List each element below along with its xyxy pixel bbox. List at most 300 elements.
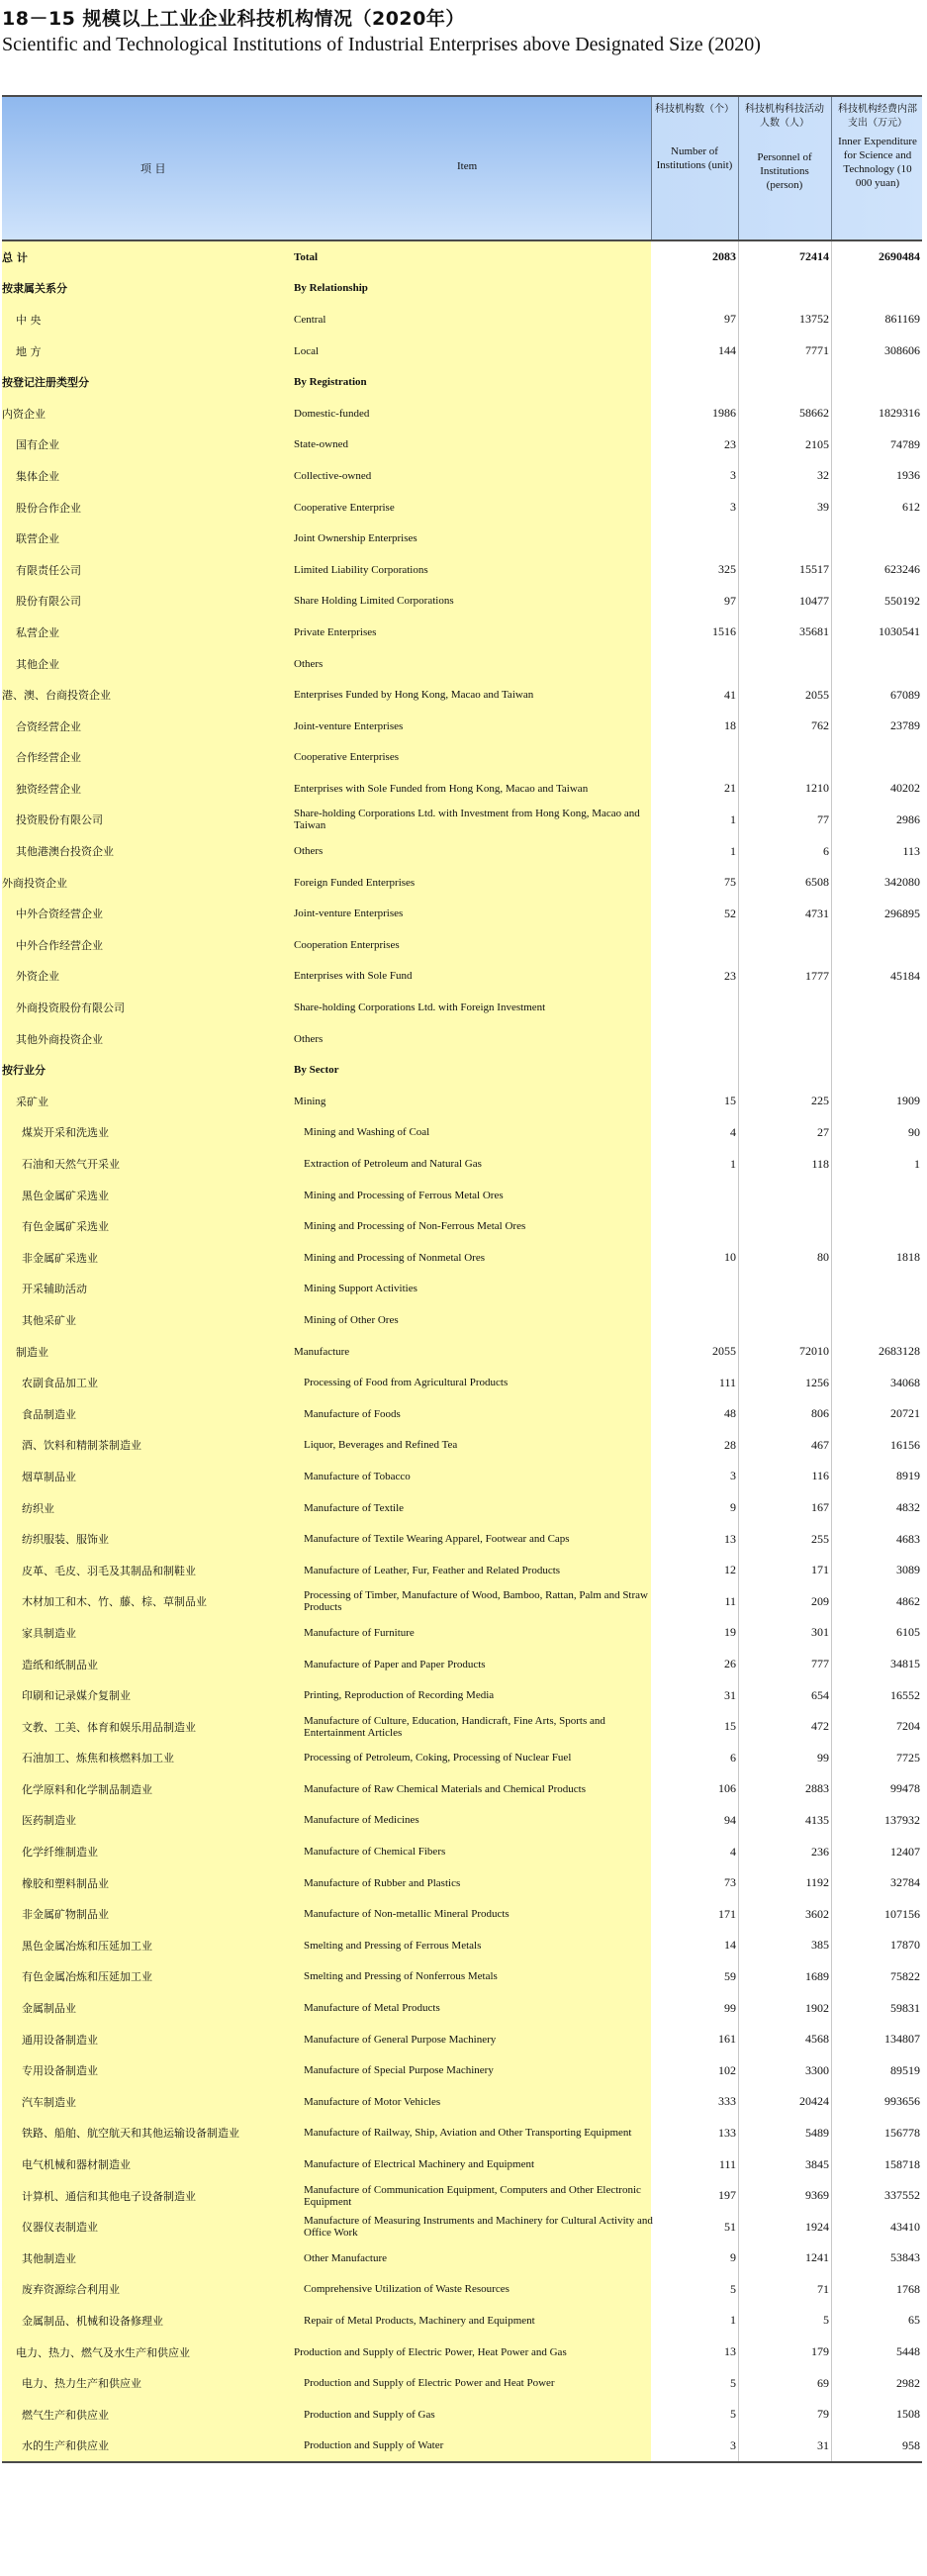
table-row	[2, 1023, 922, 1055]
row-label-cn: 化学原料和化学制品制造业	[22, 1782, 152, 1796]
row-label-en: Manufacture of Electrical Machinery and Equipment	[304, 2158, 535, 2171]
row-label-cn: 橡胶和塑料制品业	[22, 1876, 109, 1890]
cell-personnel: 4731	[805, 906, 829, 920]
cell-personnel: 99	[817, 1750, 829, 1765]
cell-institutions	[651, 1023, 736, 1055]
column-divider	[831, 241, 832, 2461]
row-label-cn: 制造业	[16, 1345, 48, 1359]
table-row	[2, 1711, 922, 1743]
cell-institutions: 19	[724, 1625, 736, 1640]
row-label-cn: 中 央	[16, 313, 42, 327]
cell-expenditure: 2982	[896, 2375, 920, 2390]
table-row	[2, 1086, 922, 1117]
cell-expenditure: 17870	[890, 1938, 920, 1953]
row-label-en: Manufacture of Culture, Education, Handicraft, Fine Arts, Sports and Entertainment Articles	[304, 1714, 605, 1739]
cell-institutions: 21	[724, 781, 736, 796]
row-label-cn: 港、澳、台商投资企业	[2, 689, 111, 703]
cell-institutions: 10	[724, 1250, 736, 1265]
cell-institutions	[651, 273, 736, 305]
cell-institutions: 48	[724, 1406, 736, 1421]
header-col-1-en: Number of Institutions (unit)	[656, 145, 733, 171]
cell-institutions: 111	[718, 1375, 736, 1389]
table-row	[2, 1617, 922, 1649]
row-label-en: Manufacture of Railway, Ship, Aviation and Other Transporting Equipment	[304, 2127, 632, 2140]
cell-institutions: 1516	[712, 624, 736, 639]
row-label-cn: 化学纤维制造业	[22, 1846, 98, 1860]
row-label-en: Manufacture of Non-metallic Mineral Products	[304, 1908, 510, 1921]
cell-institutions	[651, 1274, 736, 1305]
cell-institutions: 12	[724, 1563, 736, 1577]
table-row	[2, 2399, 922, 2431]
cell-institutions: 15	[724, 1719, 736, 1734]
row-label-cn: 其他外商投资企业	[16, 1032, 103, 1046]
row-label-en: Enterprises Funded by Hong Kong, Macao and Taiwan	[294, 689, 534, 702]
cell-personnel: 39	[817, 500, 829, 515]
cell-institutions	[651, 523, 736, 554]
row-label-en: Mining Support Activities	[304, 1283, 417, 1295]
table-row	[2, 1054, 922, 1086]
row-label-cn: 仪器仪表制造业	[22, 2221, 98, 2235]
cell-personnel: 3602	[805, 1906, 829, 1921]
cell-personnel: 179	[811, 2344, 829, 2359]
cell-expenditure: 993656	[884, 2094, 920, 2109]
row-label-en: Manufacture of Raw Chemical Materials and Chemical Products	[304, 1782, 586, 1795]
row-label-cn: 按隶属关系分	[2, 282, 67, 296]
cell-expenditure	[833, 1054, 920, 1086]
cell-expenditure: 6105	[896, 1625, 920, 1640]
row-label-cn: 专用设备制造业	[22, 2064, 98, 2078]
row-label-en: Foreign Funded Enterprises	[294, 876, 416, 889]
cell-personnel	[740, 1180, 829, 1211]
table-row	[2, 1180, 922, 1211]
table-row	[2, 1117, 922, 1149]
row-label-cn: 通用设备制造业	[22, 2033, 98, 2047]
header-col-1	[655, 97, 734, 239]
cell-institutions: 106	[718, 1781, 736, 1796]
cell-expenditure: 1508	[896, 2407, 920, 2422]
row-label-en: Share-holding Corporations Ltd. with Investment from Hong Kong, Macao and Taiwan	[294, 808, 640, 832]
cell-institutions: 13	[724, 1531, 736, 1546]
cell-personnel: 1777	[805, 968, 829, 983]
row-label-en: Production and Supply of Water	[304, 2439, 444, 2452]
row-label-cn: 合资经营企业	[16, 719, 81, 733]
cell-expenditure: 7725	[896, 1750, 920, 1765]
table-row	[2, 1461, 922, 1492]
cell-institutions: 4	[730, 1844, 736, 1859]
table-row	[2, 1274, 922, 1305]
cell-institutions: 1	[730, 1156, 736, 1171]
row-label-cn: 集体企业	[16, 469, 59, 483]
cell-institutions: 1	[730, 811, 736, 826]
cell-personnel: 1924	[805, 2219, 829, 2234]
row-label-cn: 内资企业	[2, 407, 46, 421]
table-row	[2, 2274, 922, 2306]
cell-expenditure: 34815	[890, 1657, 920, 1671]
cell-institutions: 26	[724, 1657, 736, 1671]
cell-expenditure: 65	[908, 2313, 920, 2328]
cell-personnel: 71	[817, 2281, 829, 2296]
cell-expenditure: 59831	[890, 2000, 920, 2015]
row-label-en: State-owned	[294, 438, 348, 451]
cell-institutions: 5	[730, 2407, 736, 2422]
cell-expenditure: 2683128	[879, 1344, 920, 1359]
table-row	[2, 273, 922, 305]
row-label-en: Manufacture of Leather, Fur, Feather and Related Products	[304, 1564, 561, 1576]
cell-expenditure: 45184	[890, 968, 920, 983]
table-row	[2, 1398, 922, 1430]
row-label-cn: 外商投资股份有限公司	[16, 1002, 125, 1015]
cell-personnel: 654	[811, 1687, 829, 1702]
cell-expenditure	[833, 1180, 920, 1211]
row-label-en: Private Enterprises	[294, 625, 377, 638]
row-label-cn: 石油加工、炼焦和核燃料加工业	[22, 1752, 174, 1765]
row-label-en: Mining of Other Ores	[304, 1313, 399, 1326]
row-label-cn: 投资股份有限公司	[16, 813, 103, 827]
cell-expenditure	[833, 648, 920, 680]
cell-personnel: 167	[811, 1500, 829, 1515]
row-label-en: Processing of Food from Agricultural Products	[304, 1377, 509, 1389]
cell-institutions: 23	[724, 436, 736, 451]
row-label-en: Manufacture of Foods	[304, 1407, 401, 1420]
row-label-cn: 开采辅助活动	[22, 1283, 87, 1296]
header-col-1-cn: 科技机构数（个）	[655, 104, 734, 115]
cell-institutions: 5	[730, 2375, 736, 2390]
table-row	[2, 2242, 922, 2274]
row-label-en: Enterprises with Sole Funded from Hong Kong, Macao and Taiwan	[294, 782, 589, 795]
row-label-cn: 国有企业	[16, 438, 59, 452]
row-label-cn: 其他企业	[16, 657, 59, 671]
cell-personnel: 10477	[799, 593, 829, 608]
cell-personnel: 806	[811, 1406, 829, 1421]
row-label-en: Share-holding Corporations Ltd. with Foreign Investment	[294, 1002, 546, 1014]
row-label-en: Others	[294, 657, 324, 670]
table-row	[2, 492, 922, 524]
row-label-cn: 独资经营企业	[16, 782, 81, 796]
cell-expenditure	[833, 742, 920, 774]
cell-institutions: 75	[724, 875, 736, 890]
cell-institutions	[651, 1210, 736, 1242]
cell-expenditure	[833, 1304, 920, 1336]
row-label-en: Cooperative Enterprise	[294, 501, 395, 514]
cell-institutions: 2083	[712, 249, 736, 264]
row-label-cn: 金属制品、机械和设备修理业	[22, 2314, 163, 2328]
table-row	[2, 992, 922, 1023]
row-label-en: Mining and Processing of Nonmetal Ores	[304, 1251, 485, 1264]
table-row	[2, 1430, 922, 1462]
row-label-cn: 家具制造业	[22, 1626, 76, 1640]
header-col-3-cn: 科技机构经费内部支出（万元）	[838, 104, 917, 129]
cell-institutions: 13	[724, 2344, 736, 2359]
cell-personnel	[740, 1274, 829, 1305]
cell-institutions: 197	[718, 2188, 736, 2203]
table-row	[2, 1836, 922, 1867]
row-label-cn: 木材加工和木、竹、藤、棕、草制品业	[22, 1595, 207, 1609]
table-row	[2, 1555, 922, 1586]
cell-expenditure: 74789	[890, 436, 920, 451]
cell-personnel: 9369	[805, 2188, 829, 2203]
row-label-en: Extraction of Petroleum and Natural Gas	[304, 1158, 482, 1171]
cell-expenditure: 75822	[890, 1968, 920, 1983]
table-body	[2, 241, 922, 2461]
cell-institutions: 3	[730, 2437, 736, 2452]
page-title-cn: 18－15 规模以上工业企业科技机构情况（2020年）	[2, 8, 465, 30]
row-label-cn: 私营企业	[16, 625, 59, 639]
cell-institutions: 111	[718, 2156, 736, 2171]
table-row	[2, 1649, 922, 1680]
cell-personnel: 80	[817, 1250, 829, 1265]
table-row	[2, 1867, 922, 1899]
row-label-cn: 合作经营企业	[16, 751, 81, 765]
cell-expenditure: 32784	[890, 1875, 920, 1890]
table-row	[2, 2054, 922, 2086]
row-label-cn: 中外合资经营企业	[16, 907, 103, 921]
cell-personnel: 13752	[799, 312, 829, 327]
row-label-en: Cooperation Enterprises	[294, 938, 400, 951]
cell-personnel: 467	[811, 1437, 829, 1452]
cell-personnel	[740, 1210, 829, 1242]
row-label-cn: 按行业分	[2, 1064, 46, 1078]
cell-personnel: 20424	[799, 2094, 829, 2109]
row-label-cn: 纺织服装、服饰业	[22, 1533, 109, 1547]
cell-expenditure: 43410	[890, 2219, 920, 2234]
cell-institutions: 73	[724, 1875, 736, 1890]
row-label-cn: 有限责任公司	[16, 563, 81, 577]
cell-expenditure: 1936	[896, 468, 920, 483]
row-label-cn: 文教、工美、体育和娱乐用品制造业	[22, 1720, 196, 1734]
cell-expenditure: 113	[902, 843, 920, 858]
cell-institutions: 99	[724, 2000, 736, 2015]
table-row	[2, 929, 922, 961]
table-row	[2, 1148, 922, 1180]
cell-expenditure: 89519	[890, 2062, 920, 2077]
table-row	[2, 1210, 922, 1242]
row-label-en: Manufacture of Medicines	[304, 1814, 419, 1827]
cell-institutions: 15	[724, 1094, 736, 1108]
row-label-en: Domestic-funded	[294, 407, 370, 420]
cell-personnel: 32	[817, 468, 829, 483]
cell-personnel: 4135	[805, 1812, 829, 1827]
table-row	[2, 2305, 922, 2337]
row-label-en: Liquor, Beverages and Refined Tea	[304, 1439, 458, 1452]
cell-personnel: 72414	[799, 249, 829, 264]
cell-expenditure	[833, 1210, 920, 1242]
table-row	[2, 1773, 922, 1805]
table-row	[2, 2337, 922, 2368]
cell-institutions: 333	[718, 2094, 736, 2109]
cell-institutions: 51	[724, 2219, 736, 2234]
cell-personnel: 1241	[805, 2250, 829, 2265]
cell-expenditure	[833, 1023, 920, 1055]
row-label-en: Production and Supply of Electric Power and Heat Power	[304, 2377, 555, 2390]
row-label-cn: 石油和天然气开采业	[22, 1158, 120, 1172]
row-label-cn: 股份有限公司	[16, 595, 81, 609]
row-label-en: Manufacture of Tobacco	[304, 1470, 411, 1482]
table-row	[2, 1492, 922, 1524]
header-col-3	[835, 97, 920, 239]
row-label-cn: 有色金属冶炼和压延加工业	[22, 1970, 152, 1984]
cell-institutions: 18	[724, 718, 736, 733]
row-label-cn: 水的生产和供应业	[22, 2439, 109, 2453]
cell-expenditure: 308606	[884, 343, 920, 358]
table-row	[2, 523, 922, 554]
cell-personnel: 118	[811, 1156, 829, 1171]
row-label-en: Central	[294, 313, 326, 326]
cell-personnel: 2883	[805, 1781, 829, 1796]
cell-personnel: 6508	[805, 875, 829, 890]
cell-personnel	[740, 273, 829, 305]
cell-expenditure: 550192	[884, 593, 920, 608]
cell-expenditure: 861169	[884, 312, 920, 327]
cell-personnel: 236	[811, 1844, 829, 1859]
table-row	[2, 2211, 922, 2242]
cell-institutions: 102	[718, 2062, 736, 2077]
cell-personnel	[740, 523, 829, 554]
cell-expenditure: 1909	[896, 1094, 920, 1108]
row-label-cn: 计算机、通信和其他电子设备制造业	[22, 2189, 196, 2203]
row-label-cn: 地 方	[16, 344, 42, 358]
cell-expenditure: 134807	[884, 2032, 920, 2047]
cell-institutions	[651, 1180, 736, 1211]
row-label-cn: 其他采矿业	[22, 1313, 76, 1327]
cell-institutions: 3	[730, 468, 736, 483]
cell-expenditure: 99478	[890, 1781, 920, 1796]
row-label-en: Local	[294, 344, 320, 357]
table-row	[2, 241, 922, 273]
table-row	[2, 2118, 922, 2149]
table-row	[2, 1961, 922, 1993]
cell-personnel: 209	[811, 1593, 829, 1608]
cell-personnel: 31	[817, 2437, 829, 2452]
row-label-en: Manufacture of Paper and Paper Products	[304, 1658, 486, 1670]
row-label-en: Manufacture	[294, 1345, 350, 1358]
cell-personnel	[740, 742, 829, 774]
row-label-en: Joint-venture Enterprises	[294, 907, 404, 920]
cell-personnel: 72010	[799, 1344, 829, 1359]
row-label-cn: 汽车制造业	[22, 2095, 76, 2109]
row-label-en: Mining and Washing of Coal	[304, 1126, 430, 1139]
table-row	[2, 1523, 922, 1555]
row-label-en: Collective-owned	[294, 469, 372, 482]
row-label-en: Mining	[294, 1095, 326, 1107]
cell-institutions: 9	[730, 2250, 736, 2265]
row-label-cn: 电力、热力、燃气及水生产和供应业	[16, 2345, 190, 2359]
row-label-cn: 煤炭开采和洗选业	[22, 1126, 109, 1140]
row-label-en: Comprehensive Utilization of Waste Resources	[304, 2283, 510, 2296]
row-label-cn: 其他制造业	[22, 2251, 76, 2265]
cell-institutions	[651, 1304, 736, 1336]
cell-institutions	[651, 1054, 736, 1086]
row-label-en: Smelting and Pressing of Nonferrous Metals	[304, 1970, 498, 1983]
row-label-en: By Registration	[294, 376, 367, 389]
table-row	[2, 1304, 922, 1336]
row-label-cn: 医药制造业	[22, 1814, 76, 1828]
cell-expenditure: 3089	[896, 1563, 920, 1577]
row-label-en: By Relationship	[294, 282, 368, 295]
table-row	[2, 1336, 922, 1368]
row-label-cn: 有色金属矿采选业	[22, 1220, 109, 1234]
cell-institutions: 28	[724, 1437, 736, 1452]
cell-institutions: 1986	[712, 406, 736, 421]
cell-personnel: 777	[811, 1657, 829, 1671]
row-label-cn: 废弃资源综合利用业	[22, 2283, 120, 2297]
cell-expenditure: 1829316	[879, 406, 920, 421]
column-divider	[738, 241, 739, 2461]
cell-expenditure: 20721	[890, 1406, 920, 1421]
cell-institutions	[651, 648, 736, 680]
header-item-cn: 项 目	[140, 162, 166, 175]
cell-expenditure: 67089	[890, 687, 920, 702]
table-row	[2, 586, 922, 618]
cell-expenditure: 612	[902, 500, 920, 515]
table-row	[2, 679, 922, 711]
page-title-en: Scientific and Technological Institutions of Industrial Enterprises above Designated Size (2020)	[2, 34, 761, 55]
cell-institutions: 31	[724, 1687, 736, 1702]
row-label-cn: 酒、饮料和精制茶制造业	[22, 1439, 141, 1453]
row-label-cn: 其他港澳台投资企业	[16, 845, 114, 859]
cell-expenditure: 40202	[890, 781, 920, 796]
table-row	[2, 554, 922, 586]
cell-institutions: 23	[724, 968, 736, 983]
row-label-cn: 黑色金属矿采选业	[22, 1189, 109, 1202]
data-table	[2, 95, 922, 2463]
row-label-en: Manufacture of Rubber and Plastics	[304, 1876, 461, 1889]
cell-expenditure: 90	[908, 1124, 920, 1139]
table-row	[2, 1898, 922, 1930]
row-label-en: Processing of Petroleum, Coking, Processing of Nuclear Fuel	[304, 1752, 572, 1765]
cell-expenditure: 337552	[884, 2188, 920, 2203]
table-row	[2, 1930, 922, 1961]
row-label-cn: 股份合作企业	[16, 501, 81, 515]
cell-personnel: 79	[817, 2407, 829, 2422]
cell-personnel: 2055	[805, 687, 829, 702]
cell-institutions: 6	[730, 1750, 736, 1765]
row-label-cn: 联营企业	[16, 532, 59, 546]
cell-expenditure: 1	[914, 1156, 920, 1171]
table-row	[2, 1586, 922, 1618]
table-row	[2, 1743, 922, 1774]
table-row	[2, 648, 922, 680]
header-col-2	[742, 97, 827, 239]
header-col-2-cn: 科技机构科技活动人数（人）	[745, 104, 824, 129]
row-label-en: Manufacture of Furniture	[304, 1626, 415, 1639]
cell-institutions: 3	[730, 500, 736, 515]
table-header	[2, 95, 922, 241]
table-row	[2, 835, 922, 867]
row-label-en: Enterprises with Sole Fund	[294, 970, 413, 983]
table-row	[2, 2086, 922, 2118]
table-row	[2, 366, 922, 398]
row-label-en: Mining and Processing of Non-Ferrous Metal Ores	[304, 1220, 526, 1233]
table-row	[2, 429, 922, 461]
cell-expenditure	[833, 929, 920, 961]
table-row	[2, 1367, 922, 1398]
table-row	[2, 773, 922, 805]
cell-institutions: 11	[724, 1593, 736, 1608]
cell-personnel	[740, 992, 829, 1023]
cell-institutions	[651, 929, 736, 961]
cell-expenditure: 5448	[896, 2344, 920, 2359]
row-label-cn: 纺织业	[22, 1501, 54, 1515]
cell-institutions	[651, 742, 736, 774]
cell-personnel: 1210	[805, 781, 829, 796]
table-row	[2, 398, 922, 429]
cell-personnel: 5489	[805, 2125, 829, 2140]
cell-institutions	[651, 366, 736, 398]
cell-personnel: 171	[811, 1563, 829, 1577]
row-label-en: Manufacture of Textile Wearing Apparel, Footwear and Caps	[304, 1533, 570, 1546]
cell-personnel: 301	[811, 1625, 829, 1640]
table-row	[2, 711, 922, 742]
